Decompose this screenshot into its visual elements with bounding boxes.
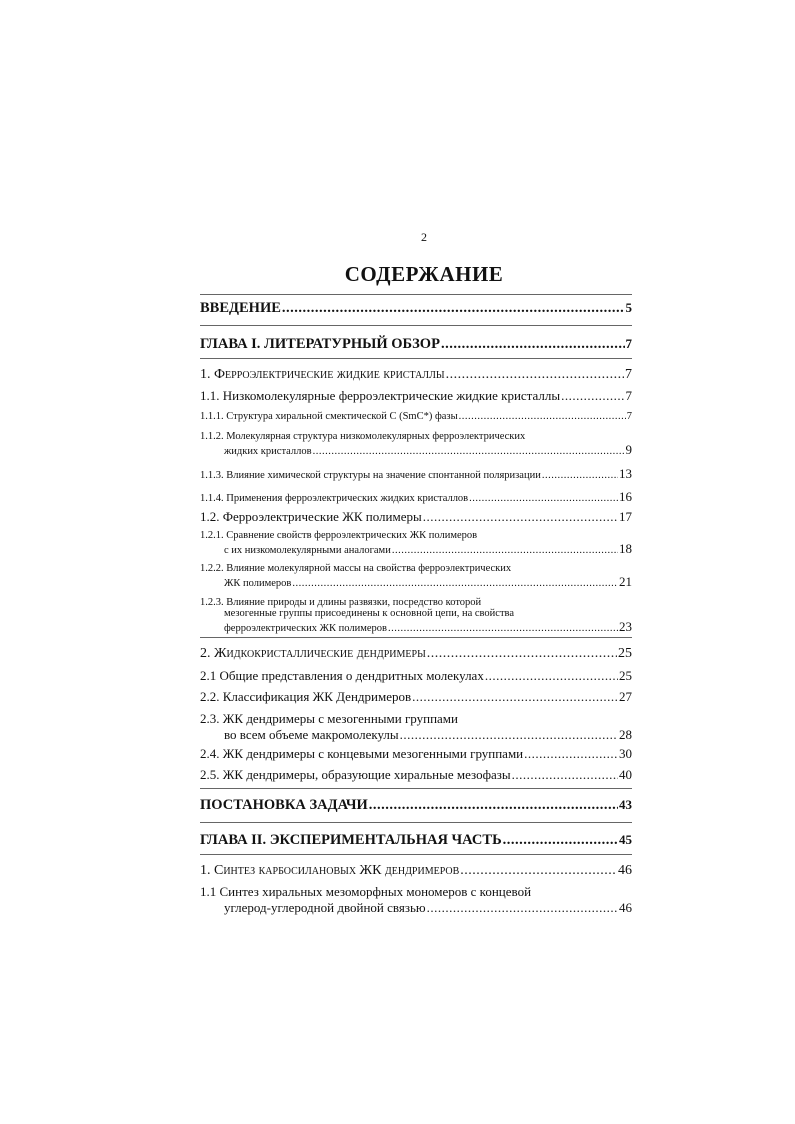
divider <box>200 325 632 326</box>
toc-entry-1-2-3[interactable]: 1.2.3. Влияние природы и длины развязки, посредство которой мезогенные группы присоединены к основной цепи, на свойства ферроэлектрических ЖК полимеров ..... 23 <box>200 597 632 635</box>
toc-entry-1-1-3[interactable]: 1.1.3. Влияние химической структуры на значение спонтанной поляризации ..... 13 <box>200 466 632 482</box>
page-title: СОДЕРЖАНИЕ <box>344 262 504 286</box>
toc-entry-1-1[interactable]: 1.1. Низкомолекулярные ферроэлектрические жидкие кристаллы ..... 7 <box>200 388 632 404</box>
toc-entry-1-1-2[interactable]: 1.1.2. Молекулярная структура низкомолекулярных ферроэлектрических жидких кристаллов ..... 9 <box>200 431 632 458</box>
toc-entry-section-1[interactable]: 1. Ферроэлектрические жидкие кристаллы ..... 7 <box>200 367 632 383</box>
divider <box>200 637 632 638</box>
toc-entry-ch2-1-1[interactable]: 1.1 Синтез хиральных мезоморфных мономеров с концевой углерод-углеродной двойной связью ..... 46 <box>200 884 632 916</box>
toc-entry-1-2[interactable]: 1.2. Ферроэлектрические ЖК полимеры ..... 17 <box>200 509 632 525</box>
toc-entry-2-3[interactable]: 2.3. ЖК дендримеры с мезогенными группами во всем объеме макромолекулы ..... 28 <box>200 711 632 743</box>
toc-entry-section-2[interactable]: 2. Жидкокристаллические дендримеры ..... 25 <box>200 646 632 662</box>
divider <box>200 854 632 855</box>
toc-entry-2-4[interactable]: 2.4. ЖК дендримеры с концевыми мезогенными группами ..... 30 <box>200 746 632 762</box>
divider <box>200 788 632 789</box>
toc-entry-introduction[interactable]: ВВЕДЕНИЕ ..... 5 <box>200 300 632 317</box>
divider <box>200 294 632 295</box>
toc-entry-problem-statement[interactable]: ПОСТАНОВКА ЗАДАЧИ ..... 43 <box>200 797 632 814</box>
toc-entry-1-2-1[interactable]: 1.2.1. Сравнение свойств ферроэлектрических ЖК полимеров с их низкомолекулярными аналогами ..... 18 <box>200 530 632 557</box>
toc-entry-2-2[interactable]: 2.2. Классификация ЖК Дендримеров ..... 27 <box>200 689 632 705</box>
toc-entry-chapter-2[interactable]: ГЛАВА II. ЭКСПЕРИМЕНТАЛЬНАЯ ЧАСТЬ ..... 45 <box>200 832 632 849</box>
toc-entry-2-1[interactable]: 2.1 Общие представления о дендритных молекулах ..... 25 <box>200 668 632 684</box>
toc-entry-1-1-1[interactable]: 1.1.1. Структура хиральной смектической С (SmC*) фазы ..... 7 <box>200 411 632 422</box>
toc-entry-2-5[interactable]: 2.5. ЖК дендримеры, образующие хиральные мезофазы ..... 40 <box>200 767 632 783</box>
divider <box>200 358 632 359</box>
toc-entry-1-2-2[interactable]: 1.2.2. Влияние молекулярной массы на свойства ферроэлектрических ЖК полимеров ..... 21 <box>200 563 632 590</box>
toc-entry-1-1-4[interactable]: 1.1.4. Применения ферроэлектрических жидких кристаллов ..... 16 <box>200 489 632 505</box>
divider <box>200 822 632 823</box>
page-number: 2 <box>421 230 427 244</box>
toc-entry-chapter-1[interactable]: ГЛАВА I. ЛИТЕРАТУРНЫЙ ОБЗОР ..... 7 <box>200 336 632 353</box>
toc-entry-ch2-section-1[interactable]: 1. Синтез карбосилановых ЖК дендримеров ..... 46 <box>200 863 632 879</box>
